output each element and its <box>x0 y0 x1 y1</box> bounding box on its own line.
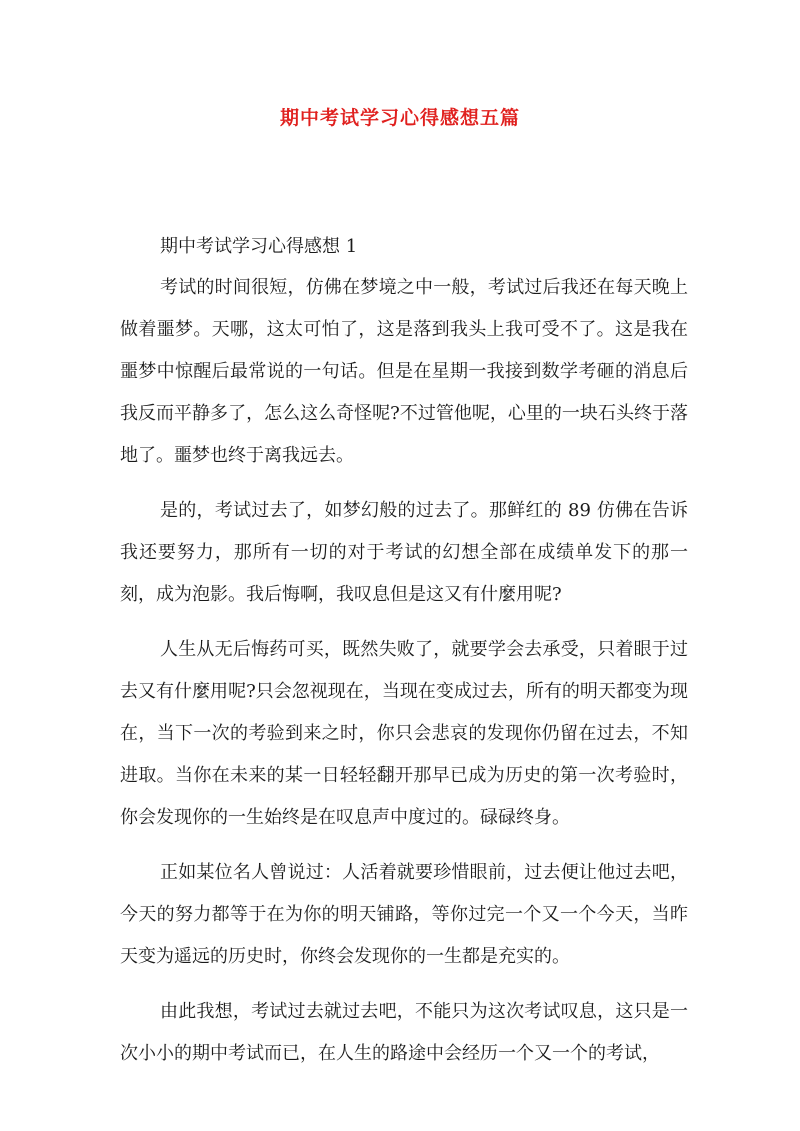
paragraph: 正如某位名人曾说过：人活着就要珍惜眼前，过去便让他过去吧，今天的努力都等于在为你的明天铺路，等你过完一个又一个今天，当昨天变为遥远的历史时，你终会发现你的一生都是充实的。 <box>120 862 688 967</box>
paragraph: 由此我想，考试过去就过去吧，不能只为这次考试叹息，这只是一次小小的期中考试而已，在人生的路途中会经历一个又一个的考试， <box>120 1001 688 1064</box>
document-body <box>120 232 688 1075</box>
paragraph: 是的，考试过去了，如梦幻般的过去了。那鲜红的 89 仿佛在告诉我还要努力，那所有一切的对于考试的幻想全部在成绩单发下的那一刻，成为泡影。我后悔啊，我叹息但是这又有什麼用呢? <box>120 500 688 605</box>
section-heading: 期中考试学习心得感想 1 <box>160 236 358 257</box>
document-title: 期中考试学习心得感想五篇 <box>279 107 520 129</box>
paragraph: 人生从无后悔药可买，既然失败了，就要学会去承受，只着眼于过去又有什麼用呢?只会忽视现在，当现在变成过去，所有的明天都变为现在，当下一次的考验到来之时，你只会悲哀的发现你仍留在过去，不知进取。当你在未来的某一日轻轻翻开那早已成为历史的第一次考验时，你会发现你的一生始终是在叹息声中度过的。碌碌终身。 <box>120 639 688 828</box>
paragraph: 考试的时间很短，仿佛在梦境之中一般，考试过后我还在每天晚上做着噩梦。天哪，这太可怕了，这是落到我头上我可受不了。这是我在噩梦中惊醒后最常说的一句话。但是在星期一我接到数学考砸的消息后我反而平静多了，怎么这么奇怪呢?不过管他呢，心里的一块石头终于落地了。噩梦也终于离我远去。 <box>120 277 688 466</box>
